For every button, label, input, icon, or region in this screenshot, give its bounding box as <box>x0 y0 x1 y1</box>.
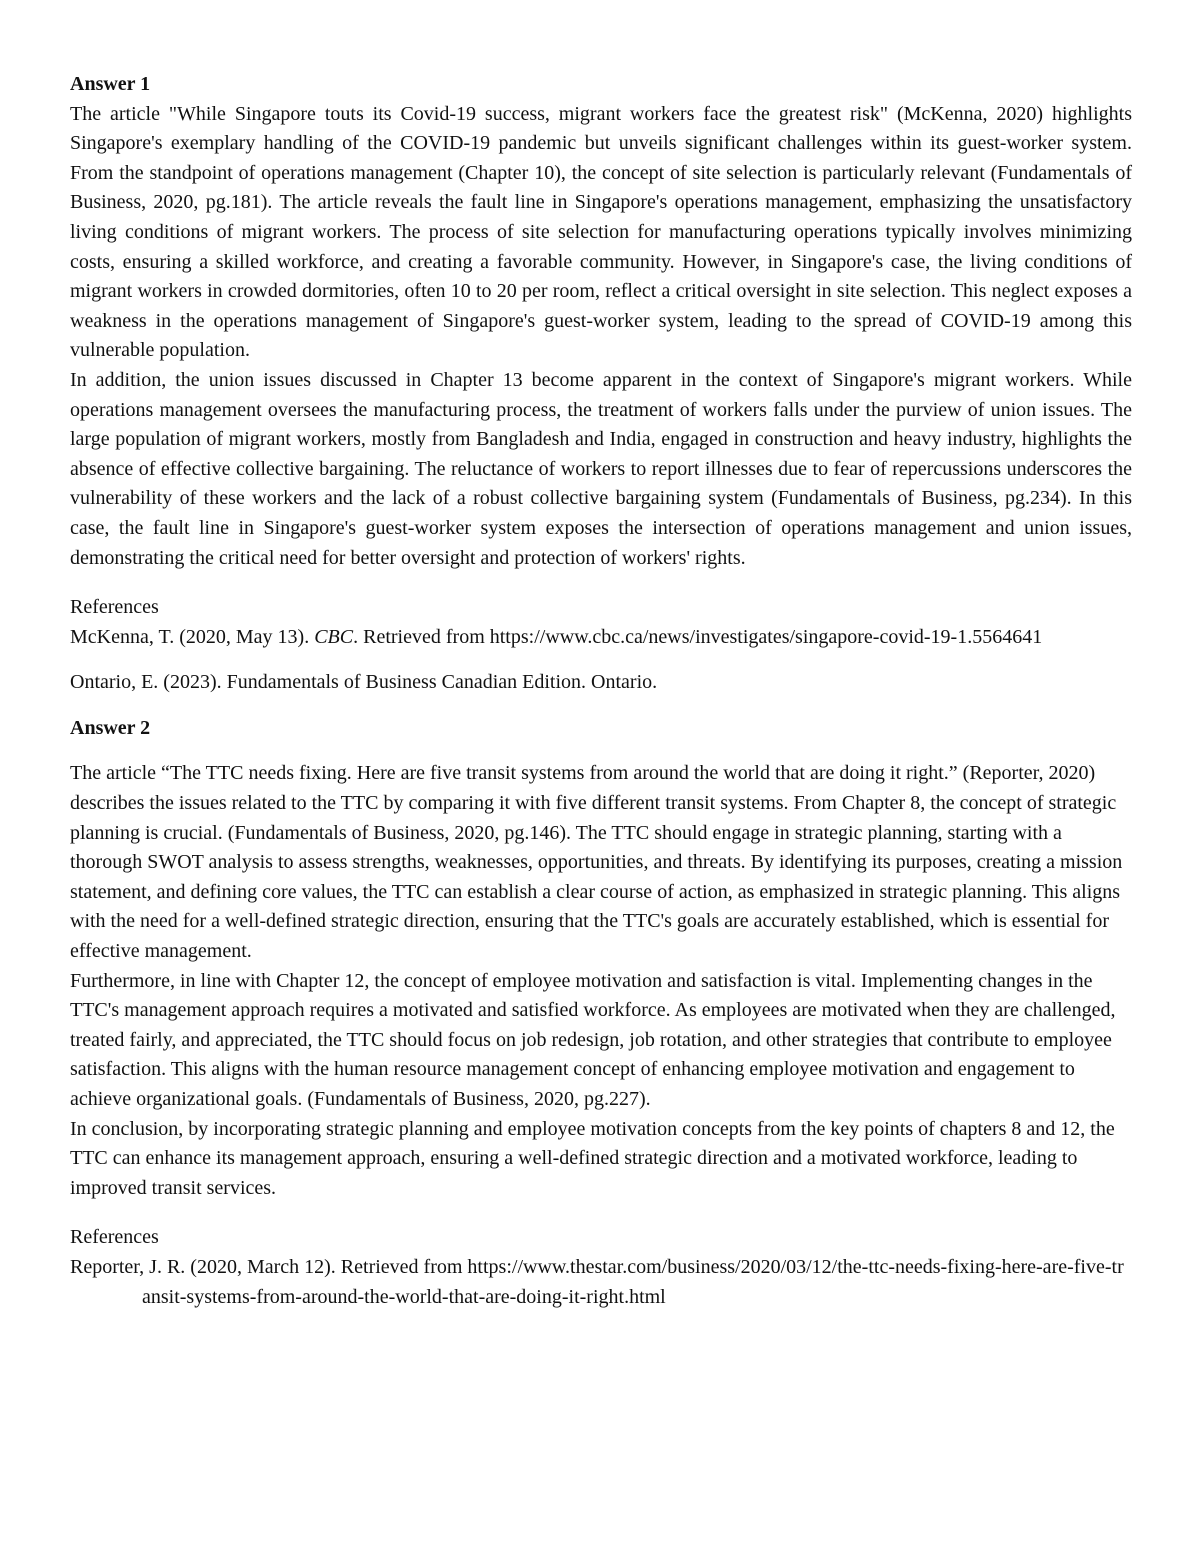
answer2-paragraph-2: Furthermore, in line with Chapter 12, the concept of employee motivation and satisfaction is vital. Implementing changes in the TTC's management approach requires a motivated and satisfied workforce. As employees are motivated when they are challenged, treated fairly, and appreciated, the TTC should focus on job redesign, job rotation, and other strategies that contribute to employee satisfaction. This aligns with the human resource management concept of enhancing employee motivation and engagement to achieve organizational goals. (Fundamentals of Business, 2020, pg.227). <box>70 969 1116 1110</box>
reference-url: . Retrieved from https://www.cbc.ca/news/investigates/singapore-covid-19-1.5564641 <box>353 625 1043 648</box>
spacer <box>70 698 1132 714</box>
answer2-paragraph-1: The article “The TTC needs fixing. Here are five transit systems from around the world that are doing it right.” (Reporter, 2020) describes the issues related to the TTC by comparing it with five different transit systems. From Chapter 8, the concept of strategic planning is crucial. (Fundamentals of Business, 2020, pg.146). The TTC should engage in strategic planning, starting with a thorough SWOT analysis to assess strengths, weaknesses, opportunities, and threats. By identifying its purposes, creating a mission statement, and defining core values, the TTC can establish a clear course of action, as emphasized in strategic planning. This aligns with the need for a well-defined strategic direction, ensuring that the TTC's goals are accurately established, which is essential for effective management. <box>70 762 1123 963</box>
answer2-reference-1: Reporter, J. R. (2020, March 12). Retrieved from https://www.thestar.com/business/2020/03/12/the-ttc-needs-fixing-here-are-five-transit-systems-from-around-the-world-that-are-doing-it-right.html <box>70 1255 1124 1308</box>
spacer <box>70 1203 1132 1223</box>
answer1-reference-1 <box>70 623 1132 653</box>
answer2-paragraph-3: In conclusion, by incorporating strategic planning and employee motivation concepts from the key points of chapters 8 and 12, the TTC can enhance its management approach, ensuring a well-defined strategic direction and a motivated workforce, leading to improved transit services. <box>70 1117 1115 1199</box>
answer1-reference-2: Ontario, E. (2023). Fundamentals of Business Canadian Edition. Ontario. <box>70 671 658 694</box>
answer1-references-label: References <box>70 596 159 619</box>
answer2-heading: Answer 2 <box>70 716 151 739</box>
answer1-paragraph-1: The article "While Singapore touts its Covid-19 success, migrant workers face the greatest risk" (McKenna, 2020) highlights Singapore's exemplary handling of the COVID-19 pandemic but unveils significant challenges within its guest-worker system. From the standpoint of operations management (Chapter 10), the concept of site selection is particularly relevant (Fundamentals of Business, 2020, pg.181). The article reveals the fault line in Singapore's operations management, emphasizing the unsatisfactory living conditions of migrant workers. The process of site selection for manufacturing operations typically involves minimizing costs, ensuring a skilled workforce, and creating a favorable community. However, in Singapore's case, the living conditions of migrant workers in crowded dormitories, often 10 to 20 per room, reflect a critical oversight in site selection. This neglect exposes a weakness in the operations management of Singapore's guest-worker system, leading to the spread of COVID-19 among this vulnerable population. <box>70 102 1132 362</box>
document-page <box>70 70 1132 1312</box>
answer2-references-label: References <box>70 1226 159 1249</box>
spacer <box>70 573 1132 593</box>
answer1-paragraph-2: In addition, the union issues discussed in Chapter 13 become apparent in the context of Singapore's migrant workers. While operations management oversees the manufacturing process, the treatment of workers falls under the purview of union issues. The large population of migrant workers, mostly from Bangladesh and India, engaged in construction and heavy industry, highlights the absence of effective collective bargaining. The reluctance of workers to report illnesses due to fear of repercussions underscores the vulnerability of these workers and the lack of a robust collective bargaining system (Fundamentals of Business, pg.234). In this case, the fault line in Singapore's guest-worker system exposes the intersection of operations management and union issues, demonstrating the critical need for better oversight and protection of workers' rights. <box>70 368 1132 569</box>
reference-text: McKenna, T. (2020, May 13). <box>70 625 315 648</box>
spacer <box>70 652 1132 668</box>
reference-source: CBC <box>314 625 354 648</box>
spacer <box>70 743 1132 759</box>
answer1-heading: Answer 1 <box>70 73 151 95</box>
